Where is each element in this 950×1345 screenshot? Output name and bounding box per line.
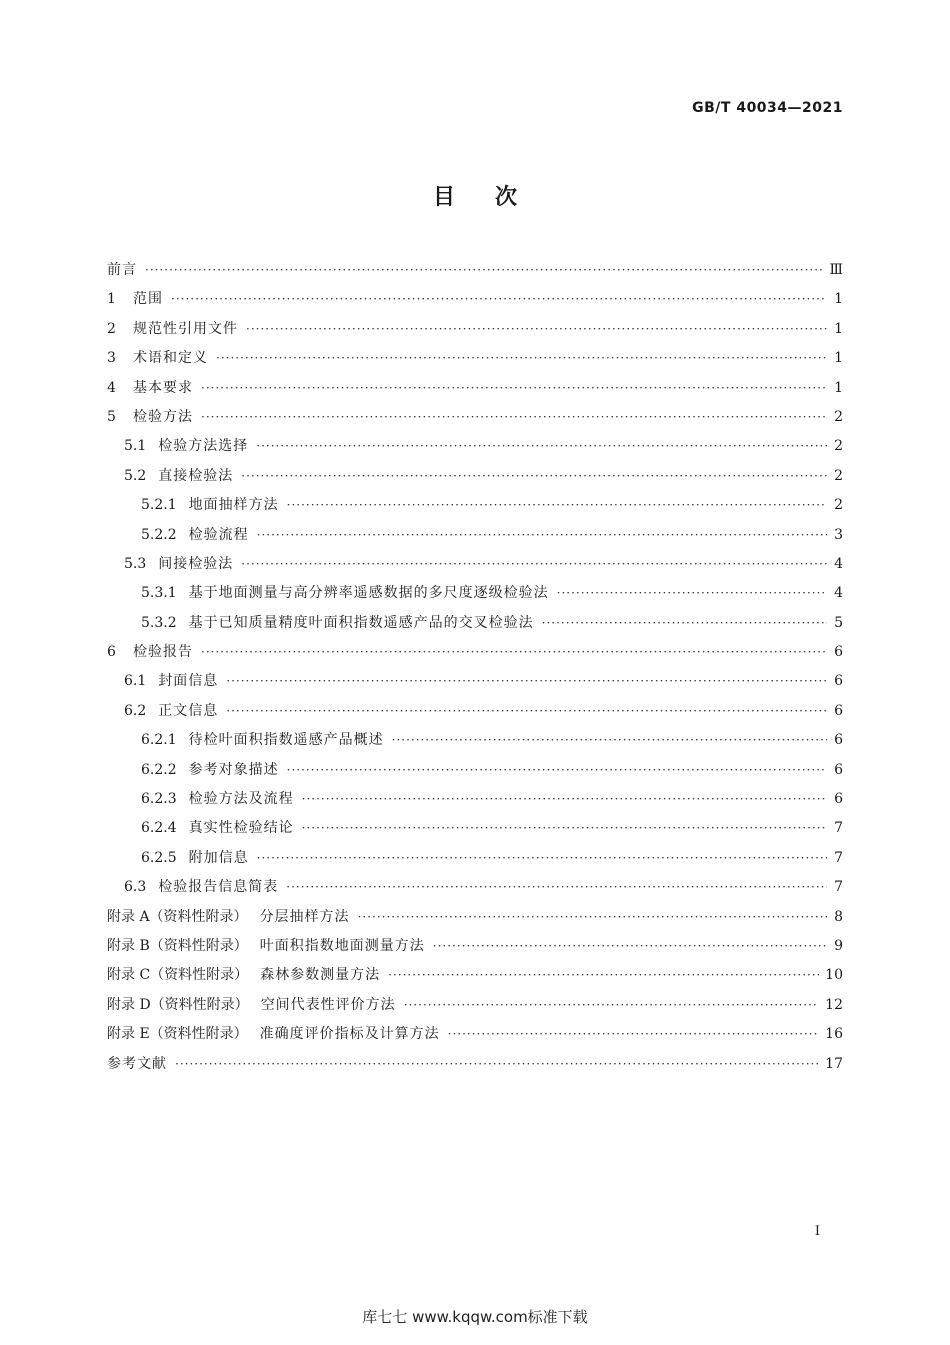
toc-entry-title: 基本要求 [133,379,193,396]
toc-entry[interactable] [107,903,843,932]
toc-entry-title: 叶面积指数地面测量方法 [259,937,425,954]
toc-leader-dots [557,579,827,608]
toc-entry[interactable] [107,638,843,667]
toc-entry-number: 5.3.2 [141,614,177,631]
toc-entry-page: 1 [834,291,843,308]
toc-entry-page: 6 [834,673,843,690]
toc-leader-dots [241,550,827,579]
toc-entry[interactable] [107,991,843,1020]
toc-leader-dots [226,697,827,726]
toc-entry[interactable] [107,462,843,491]
toc-entry[interactable] [107,844,843,873]
toc-entry-title: 前言 [107,262,137,278]
toc-leader-dots [257,844,827,873]
toc-entry-page: 6 [834,644,843,661]
toc-entry-title: 地面抽样方法 [188,497,279,514]
toc-entry-title: 范围 [133,291,163,308]
toc-entry-number: 6.2.3 [141,791,177,808]
toc-entry-number: 5.3.1 [141,585,177,602]
toc-leader-dots [388,961,819,990]
toc-entry-title: 检验方法选择 [158,438,249,455]
toc-entry[interactable] [107,932,843,961]
toc-leader-dots [542,609,827,638]
toc-entry-page: 1 [834,320,843,337]
toc-leader-dots [358,903,827,932]
toc-entry-title: 封面信息 [158,673,219,690]
toc-entry[interactable] [107,667,843,696]
toc-entry-page: 2 [834,497,843,514]
toc-entry-page: 10 [825,967,843,984]
toc-entry-page: 17 [825,1055,843,1072]
toc-leader-dots [246,315,827,344]
table-of-contents [107,256,843,1079]
toc-entry[interactable] [107,785,843,814]
toc-entry-page: 1 [834,379,843,396]
toc-entry[interactable] [107,491,843,520]
toc-entry[interactable] [107,256,843,285]
toc-entry-number: 5.2 [124,467,147,484]
toc-entry-page: 9 [834,937,843,954]
toc-entry-title: 空间代表性评价方法 [260,996,396,1013]
toc-entry-number: 6.2.1 [141,732,177,749]
toc-leader-dots [404,991,819,1020]
toc-entry-number: 5.3 [124,555,147,572]
toc-entry-page: 6 [834,761,843,778]
toc-entry[interactable] [107,374,843,403]
toc-entry[interactable] [107,961,843,990]
toc-leader-dots [201,403,827,432]
toc-entry-page: 6 [834,791,843,808]
toc-leader-dots [201,638,827,667]
toc-entry-title: 基于地面测量与高分辨率遥感数据的多尺度逐级检验法 [188,585,549,602]
toc-entry-number: 附录 E（资料性附录） [107,1026,248,1043]
toc-leader-dots [241,462,827,491]
toc-leader-dots [257,521,827,550]
toc-entry-page: 2 [834,467,843,484]
toc-entry-page: 7 [834,820,843,837]
toc-entry-title: 检验流程 [188,526,249,543]
toc-entry-title: 间接检验法 [158,555,234,572]
toc-leader-dots [392,726,827,755]
page-number: I [814,1224,820,1239]
toc-entry-number: 6.1 [124,673,147,690]
toc-entry-number: 5.1 [124,438,147,455]
toc-entry-number: 附录 B（资料性附录） [107,937,248,954]
toc-entry-title: 检验方法 [133,408,193,425]
toc-entry-number: 6 [107,644,116,661]
toc-leader-dots [226,667,827,696]
standard-code: GB/T 40034—2021 [692,100,843,116]
toc-entry[interactable] [107,756,843,785]
toc-entry[interactable] [107,1020,843,1049]
toc-leader-dots [433,932,827,961]
toc-entry-page: 3 [834,526,843,543]
toc-entry[interactable] [107,814,843,843]
toc-entry-title: 森林参数测量方法 [260,967,381,984]
toc-leader-dots [287,756,827,785]
toc-entry-page: 4 [834,555,843,572]
toc-entry-page: 2 [834,408,843,425]
toc-entry[interactable] [107,432,843,461]
toc-entry-title: 附加信息 [188,849,249,866]
toc-entry[interactable] [107,285,843,314]
toc-entry-page: 7 [834,849,843,866]
toc-leader-dots [286,873,827,902]
toc-entry-title: 直接检验法 [158,467,234,484]
toc-entry[interactable] [107,344,843,373]
toc-entry[interactable] [107,1050,843,1079]
toc-entry-title: 术语和定义 [133,350,208,367]
toc-entry-title: 分层抽样方法 [259,908,350,925]
toc-entry-page: 1 [834,350,843,367]
toc-entry-number: 4 [107,379,116,396]
toc-entry-number: 6.3 [124,879,147,896]
toc-leader-dots [216,344,827,373]
toc-entry-page: 8 [834,908,843,925]
toc-entry-number: 5.2.1 [141,497,177,514]
toc-leader-dots [287,491,827,520]
toc-entry[interactable] [107,403,843,432]
toc-entry[interactable] [107,550,843,579]
toc-entry-number: 附录 C（资料性附录） [107,967,249,984]
toc-entry-title: 参考对象描述 [188,761,279,778]
toc-entry-number: 5 [107,408,116,425]
toc-entry-title: 参考文献 [107,1055,167,1072]
toc-entry-page: 2 [834,438,843,455]
toc-entry[interactable] [107,579,843,608]
toc-leader-dots [448,1020,820,1049]
toc-entry-page: 6 [834,702,843,719]
toc-entry-title: 检验报告 [133,644,193,661]
toc-leader-dots [201,374,827,403]
page-title: 目次 [432,185,557,210]
toc-entry-number: 6.2 [124,702,147,719]
toc-leader-dots [145,256,823,285]
toc-entry-title: 待检叶面积指数遥感产品概述 [188,732,384,749]
toc-entry-title: 准确度评价指标及计算方法 [259,1026,440,1043]
toc-leader-dots [175,1050,819,1079]
toc-entry-page: 12 [825,996,843,1013]
toc-entry-title: 正文信息 [158,702,219,719]
toc-entry[interactable] [107,521,843,550]
footer-watermark-text: 库七七 www.kqqw.com标准下载 [362,1308,588,1326]
toc-entry-page: 6 [834,732,843,749]
toc-entry[interactable] [107,873,843,902]
toc-entry-number: 6.2.4 [141,820,177,837]
toc-entry-number: 6.2.5 [141,849,177,866]
toc-entry[interactable] [107,609,843,638]
toc-entry-number: 3 [107,350,116,367]
toc-entry[interactable] [107,726,843,755]
toc-entry-title: 规范性引用文件 [133,320,238,337]
toc-leader-dots [256,432,827,461]
toc-leader-dots [171,285,827,314]
toc-entry-page: 16 [825,1026,843,1043]
toc-entry-number: 1 [107,291,116,308]
toc-entry-page: 4 [834,585,843,602]
toc-entry-title: 真实性检验结论 [188,820,294,837]
toc-entry-page: 5 [834,614,843,631]
toc-entry[interactable] [107,697,843,726]
toc-leader-dots [302,785,827,814]
toc-entry-number: 附录 A（资料性附录） [107,908,248,925]
toc-entry-page: Ⅲ [829,262,843,278]
toc-leader-dots [302,814,827,843]
toc-entry-title: 检验方法及流程 [188,791,294,808]
toc-entry-title: 检验报告信息简表 [158,879,279,896]
toc-entry-number: 附录 D（资料性附录） [107,996,249,1013]
toc-entry[interactable] [107,315,843,344]
toc-entry-number: 6.2.2 [141,761,177,778]
toc-entry-number: 5.2.2 [141,526,177,543]
toc-entry-number: 2 [107,320,116,337]
toc-entry-title: 基于已知质量精度叶面积指数遥感产品的交叉检验法 [188,614,534,631]
toc-entry-page: 7 [834,879,843,896]
